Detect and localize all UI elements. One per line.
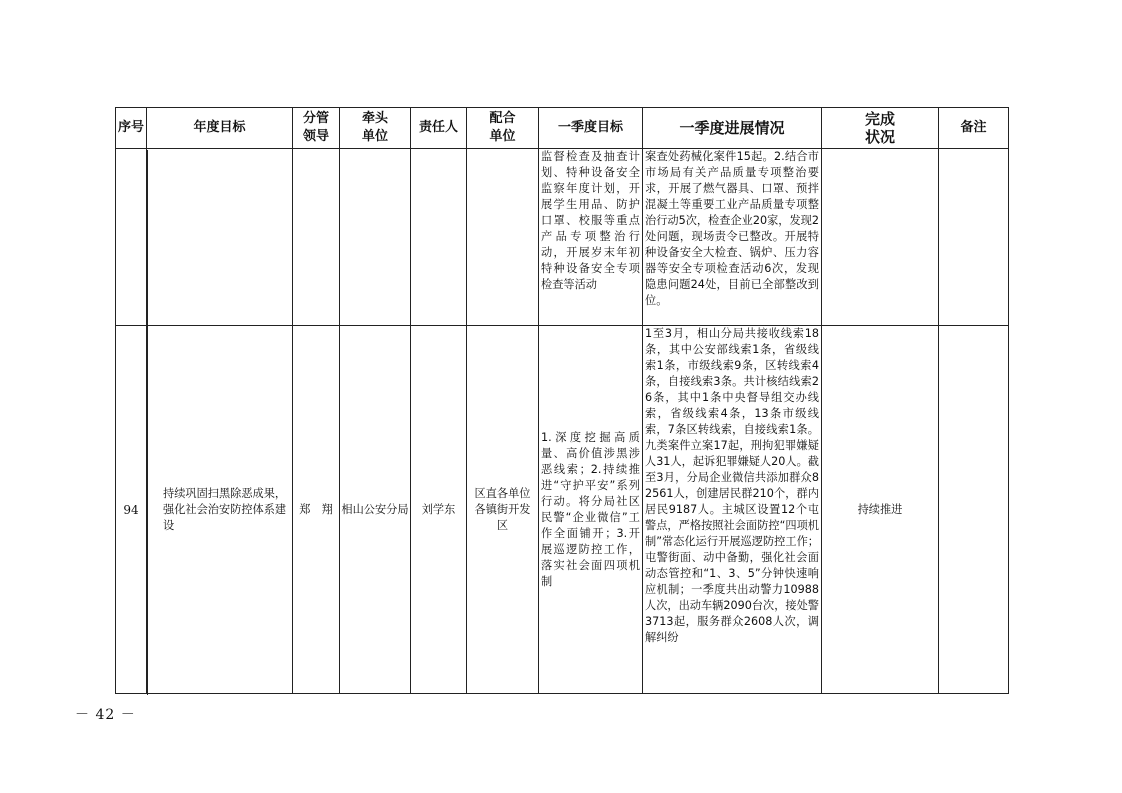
header-lead-unit xyxy=(340,108,411,149)
row2-q1-progress-cell xyxy=(643,326,822,694)
row1-responsible-cell xyxy=(411,149,467,326)
header-q1-goal: 一季度目标 xyxy=(539,108,643,149)
row2-status: 持续推进 xyxy=(822,326,939,694)
row2-lead-unit: 相山公安分局 xyxy=(340,326,411,694)
work-plan-table xyxy=(115,107,1009,694)
row2-q1-goal-cell xyxy=(539,326,643,694)
header-status-line2: 状况 xyxy=(864,128,895,146)
header-coop-unit-line1: 配合 xyxy=(489,111,516,126)
row1-status-cell xyxy=(822,149,939,326)
header-coop-unit xyxy=(467,108,539,149)
row1-seq-cell xyxy=(116,149,147,326)
row2-annual-goal: 持续巩固扫黑除恶成果，强化社会治安防控体系建设 xyxy=(163,486,287,532)
row1-q1-progress-text: 案查处药械化案件15起。2.结合市市场局有关产品质量专项整治要求，开展了燃气器具、口罩、预拌混凝土等重要工业产品质量专项整治行动5次，检查企业20家，发现2处问题，现场责令已整改。开展特种设备安全大检查、锅炉、压力容器等安全专项检查活动6次，发现隐患问题24处，目前已全部整改到位。 xyxy=(645,150,819,307)
table-header-row xyxy=(116,108,1009,149)
row1-remark-cell xyxy=(939,149,1009,326)
row1-q1-goal-text: 监督检查及抽查计划、特种设备安全监察年度计划，开展学生用品、防护口罩、校服等重点产品专项整治行动，开展岁末年初特种设备安全专项检查等活动 xyxy=(541,150,640,291)
header-annual-goal: 年度目标 xyxy=(147,108,293,149)
header-leader xyxy=(293,108,340,149)
header-responsible: 责任人 xyxy=(411,108,467,149)
row2-leader: 郑 翔 xyxy=(293,326,340,694)
header-q1-progress: 一季度进展情况 xyxy=(643,108,822,149)
table-row xyxy=(116,326,1009,694)
header-remark: 备注 xyxy=(939,108,1009,149)
row2-remark-cell xyxy=(939,326,1009,694)
row1-q1-goal-cell xyxy=(539,149,643,326)
page-number: － 42 － xyxy=(75,707,136,723)
header-seq: 序号 xyxy=(116,108,147,149)
header-coop-unit-line2: 单位 xyxy=(489,129,516,144)
row1-q1-progress-cell xyxy=(643,149,822,326)
header-leader-line1: 分管 xyxy=(302,111,329,126)
row2-responsible: 刘学东 xyxy=(411,326,467,694)
header-lead-unit-line2: 单位 xyxy=(361,129,388,144)
header-leader-line2: 领导 xyxy=(302,129,329,144)
row1-leader-cell xyxy=(293,149,340,326)
header-status-line1: 完成 xyxy=(864,110,895,128)
row1-lead-unit-cell xyxy=(340,149,411,326)
row2-seq: 94 xyxy=(116,326,147,694)
header-status xyxy=(822,108,939,149)
row2-q1-goal: 1.深度挖掘高质量、高价值涉黑涉恶线索；2.持续推进“守护平安”系列行动。将分局社区民警“企业微信”工作全面铺开；3.开展巡逻防控工作，落实社会面四项机制 xyxy=(541,430,640,588)
row2-q1-progress: 1至3月，相山分局共接收线索18条，其中公安部线索1条，省级线索1条，市级线索9条，区转线索4条，自接线索3条。共计核结线索26条，其中1条中央督导组交办线索，省级线索4条，13条市级线索，7条区转线索，自接线索1条。九类案件立案17起，刑拘犯罪嫌疑人31人，起诉犯罪嫌疑人20人。截至3月，分局企业微信共添加群众82561人，创建居民群210个，群内居民9187人。主城区设置12个屯警点，严格按照社会面防控“四项机制”常态化运行开展巡逻防控工作；屯警街面、动中备勤，强化社会面动态管控和“1、3、5”分钟快速响应机制；一季度共出动警力10988人次，出动车辆2090台次，接处警3713起，服务群众2608人次，调解纠纷 xyxy=(645,327,819,644)
row2-goal-cell xyxy=(147,326,293,694)
header-lead-unit-line1: 牵头 xyxy=(361,111,388,126)
row2-coop-unit-cell xyxy=(467,326,539,694)
row1-coop-unit-cell xyxy=(467,149,539,326)
row2-coop-unit: 区直各单位各镇街开发区 xyxy=(474,486,531,532)
row1-goal-cell xyxy=(147,149,293,326)
table-row xyxy=(116,149,1009,326)
